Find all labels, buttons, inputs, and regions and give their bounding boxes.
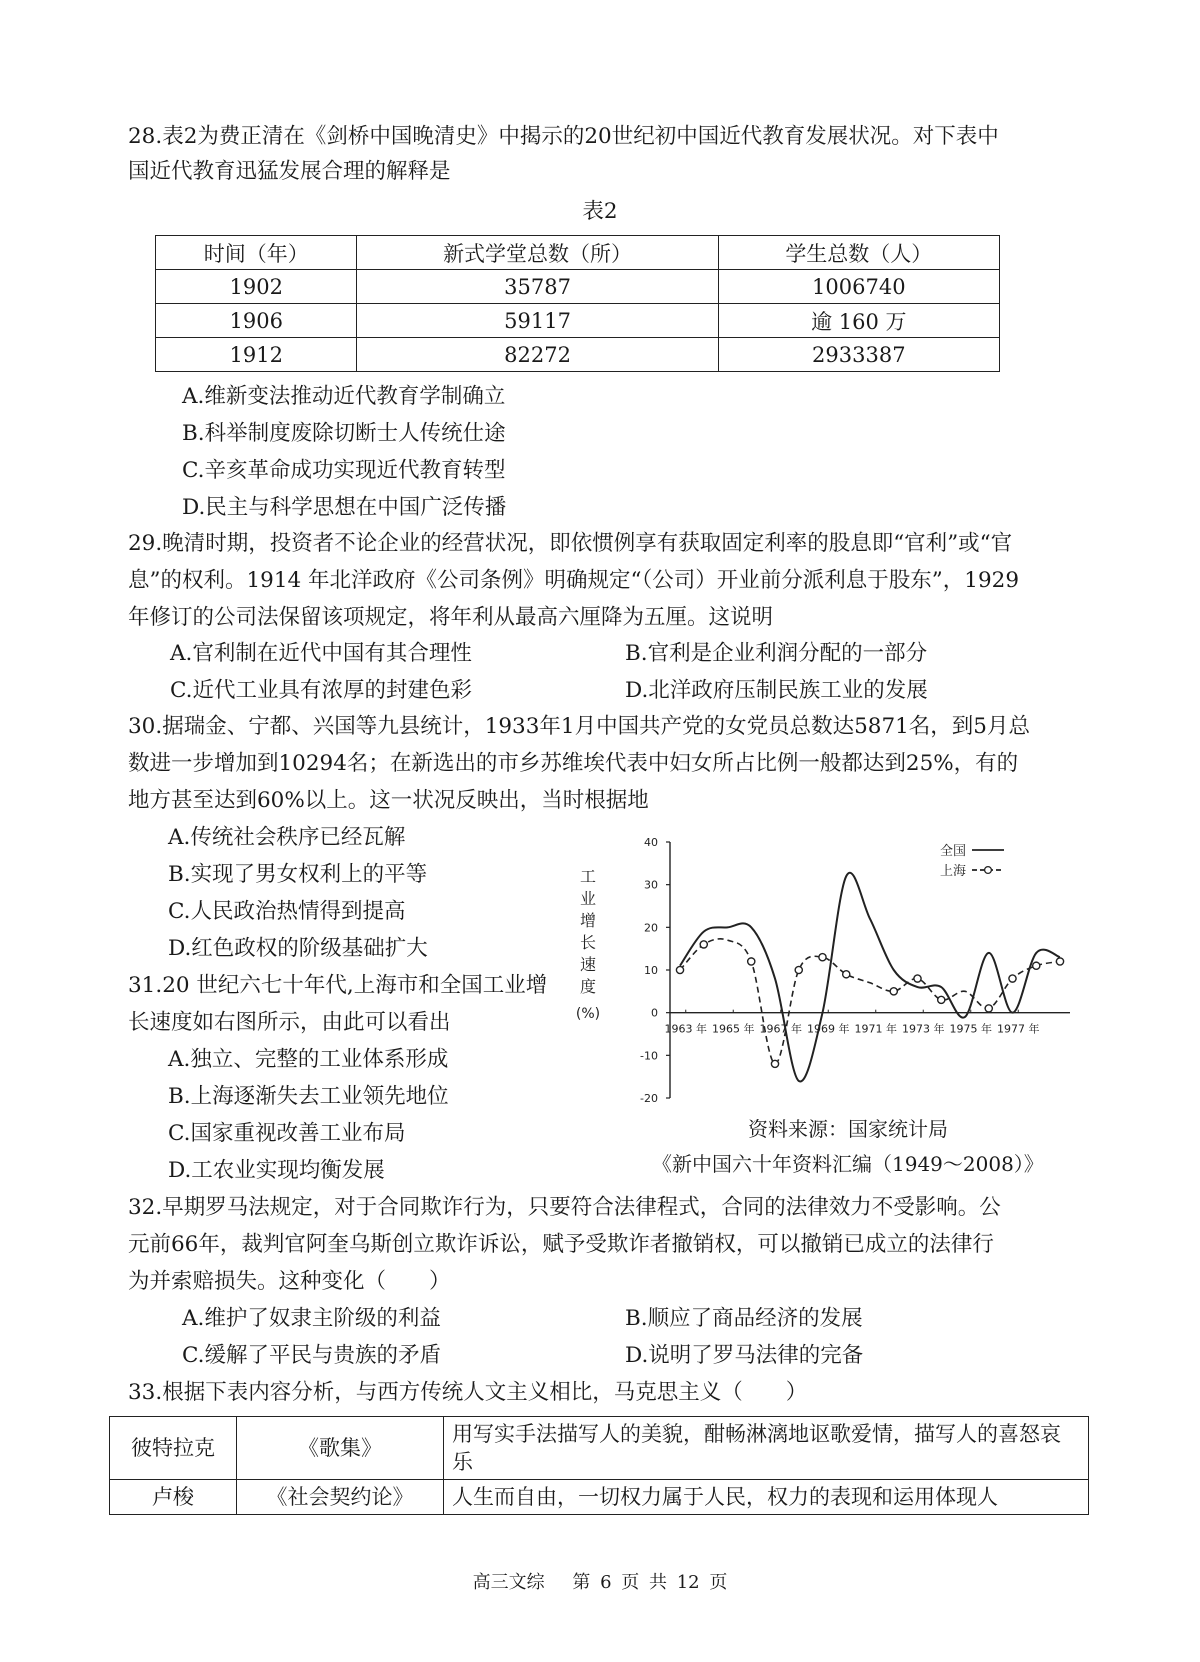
x-tick-label: 1975 年 [949,1022,992,1036]
table-cell: 1006740 [718,270,999,304]
x-tick-label: 1971 年 [854,1022,897,1036]
q29-stem-line1: 29.晚清时期，投资者不论企业的经营状况，即依惯例享有获取固定利率的股息即“官利”或“官 [128,531,1013,556]
table-cell: 逾 160 万 [718,304,999,338]
x-tick-label: 1963 年 [664,1022,707,1036]
q30-option-c: C.人民政治热情得到提高 [168,899,406,924]
x-tick-label: 1965 年 [712,1022,755,1036]
series-point-shanghai [771,1060,778,1067]
table-header-cell: 时间（年） [156,236,357,270]
q30-option-d: D.红色政权的阶级基础扩大 [168,936,428,961]
industrial-growth-chart [575,830,1080,1110]
table-row [110,1417,1089,1480]
y-tick-label: 10 [644,964,658,977]
humanism-table [109,1416,1089,1515]
q30-stem-line1: 30.据瑞金、宁都、兴国等九县统计，1933年1月中国共产党的女党员总数达5871名，到5月总 [128,714,1030,739]
q29-stem-line3: 年修订的公司法保留该项规定，将年利从最高六厘降为五厘。这说明 [128,605,774,630]
series-point-shanghai [843,971,850,978]
series-point-shanghai [819,954,826,961]
series-point-shanghai [748,958,755,965]
series-point-shanghai [1009,975,1016,982]
q29-option-b: B.官利是企业利润分配的一部分 [625,641,928,666]
q28-stem-line2: 国近代教育迅猛发展合理的解释是 [128,159,451,184]
q28-option-c: C.辛亥革命成功实现近代教育转型 [182,458,506,483]
q28-option-d: D.民主与科学思想在中国广泛传播 [182,495,507,520]
table-cell: 彼特拉克 [110,1417,237,1480]
education-table [155,235,1000,372]
q29-option-d: D.北洋政府压制民族工业的发展 [625,678,928,703]
table-cell: 《社会契约论》 [237,1480,444,1515]
q28-option-b: B.科举制度废除切断士人传统仕途 [182,421,506,446]
table-header-cell: 学生总数（人） [718,236,999,270]
series-point-shanghai [1033,962,1040,969]
q32-option-d: D.说明了罗马法律的完备 [625,1343,864,1368]
q32-option-c: C.缓解了平民与贵族的矛盾 [182,1343,442,1368]
x-tick-label: 1973 年 [902,1022,945,1036]
table-cell: 人生而自由，一切权力属于人民，权力的表现和运用体现人 [444,1480,1089,1515]
table-row [156,304,1000,338]
q30-option-a: A.传统社会秩序已经瓦解 [168,825,406,850]
y-tick-label: 20 [644,921,658,935]
q33-stem: 33.根据下表内容分析，与西方传统人文主义相比，马克思主义（ ） [128,1380,808,1405]
x-tick-label: 1977 年 [997,1022,1040,1036]
table-cell: 1902 [156,270,357,304]
legend-marker [985,867,992,874]
y-axis-label-char: 增 [579,911,597,930]
series-point-shanghai [985,1005,992,1012]
table-cell: 59117 [357,304,718,338]
table-row [110,1480,1089,1515]
table-header-cell: 新式学堂总数（所） [357,236,718,270]
q32-option-a: A.维护了奴隶主阶级的利益 [182,1306,441,1331]
q31-option-a: A.独立、完整的工业体系形成 [168,1047,449,1072]
table-cell: 82272 [357,338,718,372]
y-tick-label: 30 [644,878,658,892]
q32-option-b: B.顺应了商品经济的发展 [625,1306,863,1331]
series-point-shanghai [676,966,683,973]
series-line-shanghai [680,939,1060,1064]
table-cell: 1906 [156,304,357,338]
series-point-shanghai [1056,958,1063,965]
q32-stem-line3: 为并索赔损失。这种变化（ ） [128,1269,451,1294]
chart-source-line2: 《新中国六十年资料汇编（1949～2008）》 [652,1152,1044,1176]
series-point-shanghai [914,975,921,982]
legend-label: 上海 [940,864,967,879]
series-point-shanghai [938,996,945,1003]
table-cell: 卢梭 [110,1480,237,1515]
table-cell: 2933387 [718,338,999,372]
q31-option-c: C.国家重视改善工业布局 [168,1121,406,1146]
y-tick-label: -20 [640,1092,658,1105]
q31-option-d: D.工农业实现均衡发展 [168,1158,385,1183]
series-point-shanghai [795,966,802,973]
table-caption: 表2 [582,199,618,224]
q28-stem-line1: 28.表2为费正清在《剑桥中国晚清史》中揭示的20世纪初中国近代教育发展状况。对下表中 [128,124,999,149]
q31-stem-line2: 长速度如右图所示，由此可以看出 [128,1010,451,1035]
y-axis-label-char: 业 [579,889,597,908]
q29-stem-line2: 息”的权利。1914 年北洋政府《公司条例》明确规定“（公司）开业前分派利息于股东”，1929 [128,568,1019,593]
y-axis-label-char: 速 [579,955,597,974]
q29-option-c: C.近代工业具有浓厚的封建色彩 [170,678,473,703]
q30-stem-line2: 数进一步增加到10294名；在新选出的市乡苏维埃代表中妇女所占比例一般都达到25%，有的 [128,751,1019,776]
y-axis-label-char: 度 [579,977,597,996]
page-footer: 高三文综 第 6 页 共 12 页 [472,1572,728,1593]
series-line-national [680,873,1060,1082]
y-axis-label-unit: (%) [575,1006,601,1022]
table-cell: 35787 [357,270,718,304]
q31-stem-line1: 31.20 世纪六七十年代,上海市和全国工业增 [128,973,548,998]
table-row [156,338,1000,372]
y-tick-label: 0 [651,1006,658,1020]
q32-stem-line2: 元前66年，裁判官阿奎乌斯创立欺诈诉讼，赋予受欺诈者撤销权，可以撤销已成立的法律行 [128,1232,994,1257]
y-tick-label: -10 [640,1049,658,1063]
q30-option-b: B.实现了男女权利上的平等 [168,862,428,887]
y-tick-label: 40 [644,836,658,849]
table-cell: 1912 [156,338,357,372]
series-point-shanghai [700,941,707,948]
q32-stem-line1: 32.早期罗马法规定，对于合同欺诈行为，只要符合法律程式，合同的法律效力不受影响。公 [128,1195,1001,1220]
q29-option-a: A.官利制在近代中国有其合理性 [170,641,472,666]
q30-stem-line3: 地方甚至达到60%以上。这一状况反映出，当时根据地 [128,788,649,813]
table-cell: 《歌集》 [237,1417,444,1480]
legend-label: 全国 [940,844,967,859]
y-axis-label-char: 长 [579,933,597,952]
table-cell: 用写实手法描写人的美貌，酣畅淋漓地讴歌爱情，描写人的喜怒哀乐 [444,1417,1089,1480]
x-tick-label: 1969 年 [807,1022,850,1036]
x-tick-label: 1967 年 [759,1022,802,1036]
table-row [156,270,1000,304]
chart-source-line1: 资料来源：国家统计局 [748,1117,948,1141]
y-axis-label-char: 工 [579,867,597,886]
table-header-row [156,236,1000,270]
q28-option-a: A.维新变法推动近代教育学制确立 [182,384,506,409]
q31-option-b: B.上海逐渐失去工业领先地位 [168,1084,449,1109]
series-point-shanghai [890,988,897,995]
